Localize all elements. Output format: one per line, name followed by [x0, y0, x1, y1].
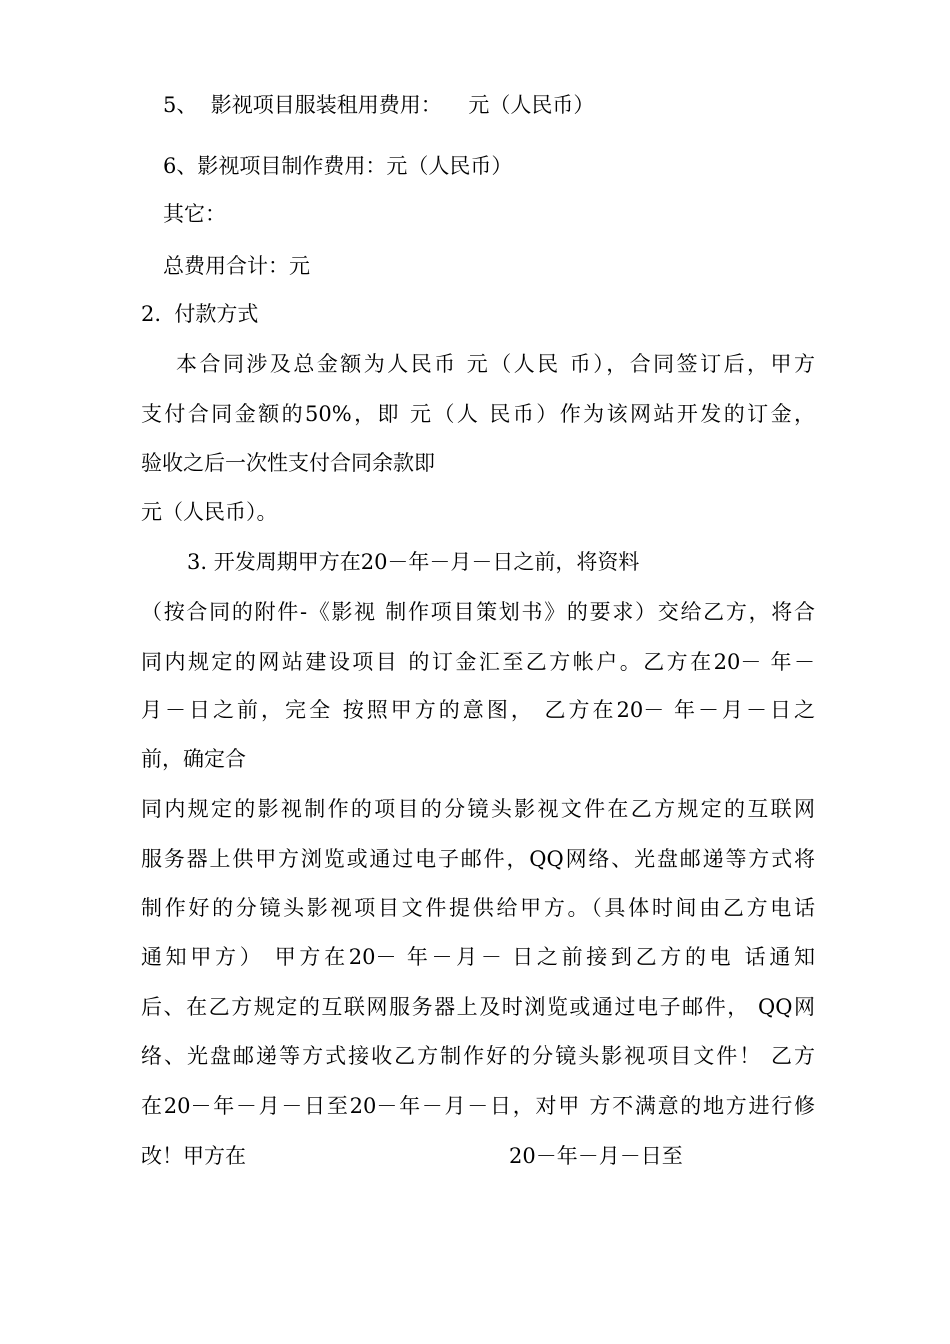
fee-total: 总费用合计：元	[163, 254, 310, 278]
fee-item-costume-rental: 5、 影视项目服装租用费用： 元（人民币）	[163, 93, 595, 117]
schedule-paragraph-line: 20－年－月－日至	[509, 1144, 683, 1168]
schedule-paragraph-line: 前，确定合	[141, 747, 246, 771]
payment-paragraph-line: 元（人民币）。	[141, 500, 278, 524]
schedule-paragraph-line: 月－日之前，完全 按照甲方的意图， 乙方在20－ 年－月－日之	[141, 698, 815, 722]
section-heading-payment: 2. 付款方式	[141, 302, 259, 326]
payment-paragraph-line: 验收之后一次性支付合同余款即	[141, 451, 435, 475]
schedule-paragraph-line: 同内规定的影视制作的项目的分镜头影视文件在乙方规定的互联网	[141, 797, 815, 821]
payment-paragraph-line: 支付合同金额的50%，即 元（人 民币）作为该网站开发的订金，	[141, 402, 815, 426]
payment-paragraph-line: 本合同涉及总金额为人民币 元（人民 币），合同签订后，甲方	[176, 352, 815, 376]
schedule-paragraph-line: 改！甲方在	[141, 1144, 246, 1168]
schedule-paragraph-line: 同内规定的网站建设项目 的订金汇至乙方帐户。乙方在20－ 年－	[141, 650, 815, 674]
schedule-paragraph-line: 在20－年－月－日至20－年－月－日，对甲 方不满意的地方进行修	[141, 1094, 815, 1118]
schedule-paragraph-line: 后、在乙方规定的互联网服务器上及时浏览或通过电子邮件， QQ网	[141, 995, 815, 1019]
schedule-paragraph-line: 络、光盘邮递等方式接收乙方制作好的分镜头影视项目文件！ 乙方	[141, 1044, 815, 1068]
schedule-paragraph-line: （按合同的附件-《影视 制作项目策划书》的要求）交给乙方，将合	[141, 600, 815, 624]
schedule-paragraph-line: 服务器上供甲方浏览或通过电子邮件，QQ网络、光盘邮递等方式将	[141, 847, 815, 871]
section-heading-schedule: 3. 开发周期甲方在20－年－月－日之前，将资料	[187, 550, 640, 574]
schedule-paragraph-line: 制作好的分镜头影视项目文件提供给甲方。（具体时间由乙方电话	[141, 896, 815, 920]
schedule-paragraph-line: 通知甲方） 甲方在20－ 年－月－ 日之前接到乙方的电 话通知	[141, 945, 815, 969]
fee-item-production: 6、影视项目制作费用：元（人民币）	[163, 154, 513, 178]
fee-item-other: 其它：	[163, 202, 226, 226]
